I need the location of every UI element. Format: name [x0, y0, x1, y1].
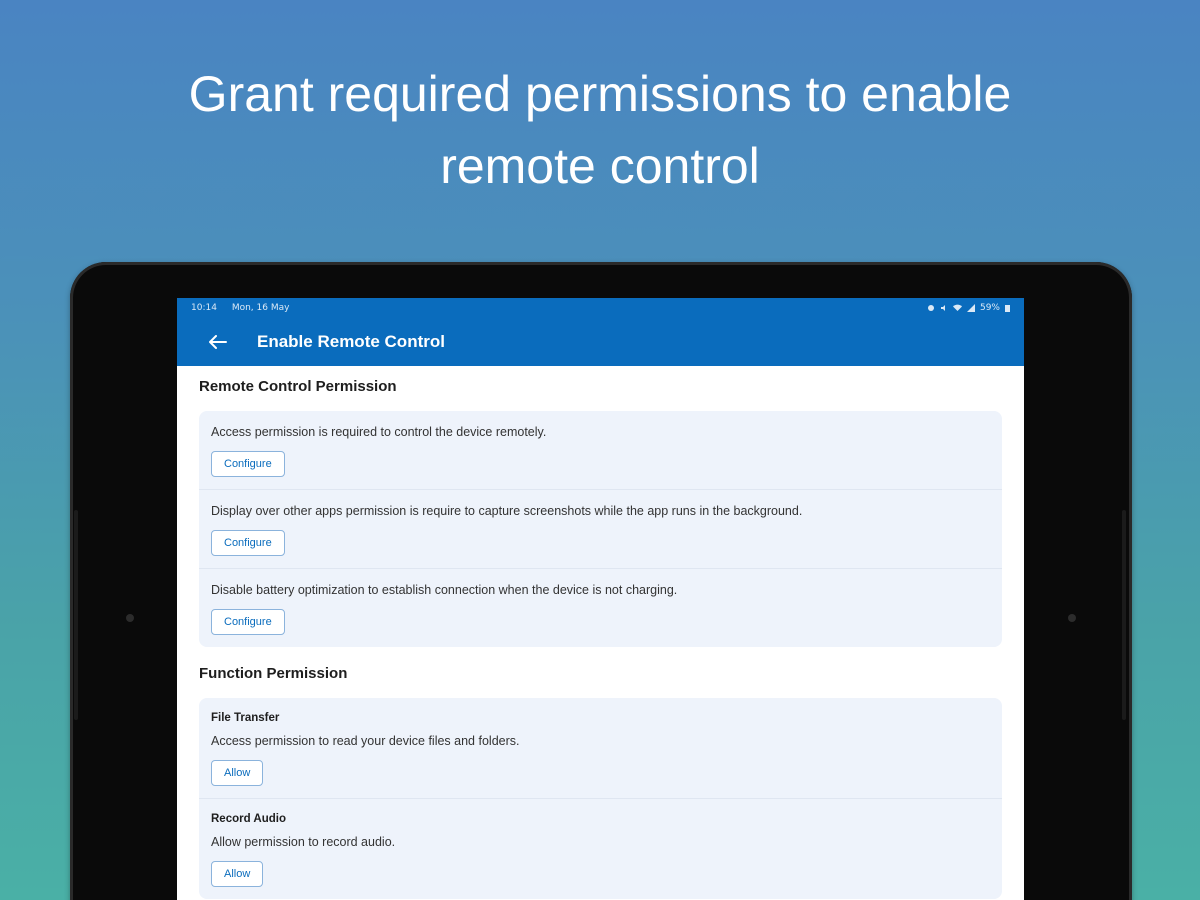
mute-icon [940, 304, 948, 312]
page-title: Enable Remote Control [257, 332, 445, 351]
headline [0, 58, 1200, 202]
battery-level: 59% [979, 303, 1000, 313]
allow-file-transfer-button[interactable]: Allow [211, 760, 263, 786]
battery-icon [1005, 304, 1010, 312]
permission-item-record-audio [199, 799, 1002, 899]
permission-desc: Disable battery optimization to establish connection when the device is not charging. [211, 583, 678, 597]
main-content [177, 366, 1024, 899]
signal-icon [967, 304, 975, 312]
permission-desc: Access permission is required to control the device remotely. [211, 425, 547, 439]
status-time: 10:14 [191, 303, 217, 313]
arrow-left-icon[interactable] [207, 331, 229, 353]
permission-title: Record Audio [211, 813, 286, 825]
headline-line-2: remote control [440, 138, 760, 194]
tablet-side-key-left [74, 510, 78, 720]
app-bar [177, 318, 1024, 366]
status-date: Mon, 16 May [231, 303, 290, 313]
tablet-camera-left [126, 614, 134, 622]
permission-item-battery [199, 569, 1002, 647]
alarm-icon [927, 304, 935, 312]
function-permission-section-title: Function Permission [199, 665, 348, 682]
permission-item-file-transfer [199, 698, 1002, 799]
tablet-side-key-right [1122, 510, 1126, 720]
configure-overlay-button[interactable]: Configure [211, 530, 285, 556]
remote-control-card [199, 411, 1002, 647]
tablet-screen [177, 298, 1024, 900]
permission-item-overlay [199, 490, 1002, 569]
function-permission-card [199, 698, 1002, 899]
permission-desc: Allow permission to record audio. [211, 835, 396, 849]
status-bar [177, 298, 1024, 318]
configure-battery-button[interactable]: Configure [211, 609, 285, 635]
remote-control-section-title: Remote Control Permission [199, 378, 397, 395]
permission-desc: Display over other apps permission is require to capture screenshots while the app runs in the background. [211, 504, 803, 518]
permission-item-access [199, 411, 1002, 490]
headline-line-1: Grant required permissions to enable [188, 66, 1012, 122]
allow-record-audio-button[interactable]: Allow [211, 861, 263, 887]
tablet-camera-right [1068, 614, 1076, 622]
permission-title: File Transfer [211, 712, 280, 724]
permission-desc: Access permission to read your device files and folders. [211, 734, 520, 748]
wifi-icon [953, 304, 962, 312]
configure-access-button[interactable]: Configure [211, 451, 285, 477]
